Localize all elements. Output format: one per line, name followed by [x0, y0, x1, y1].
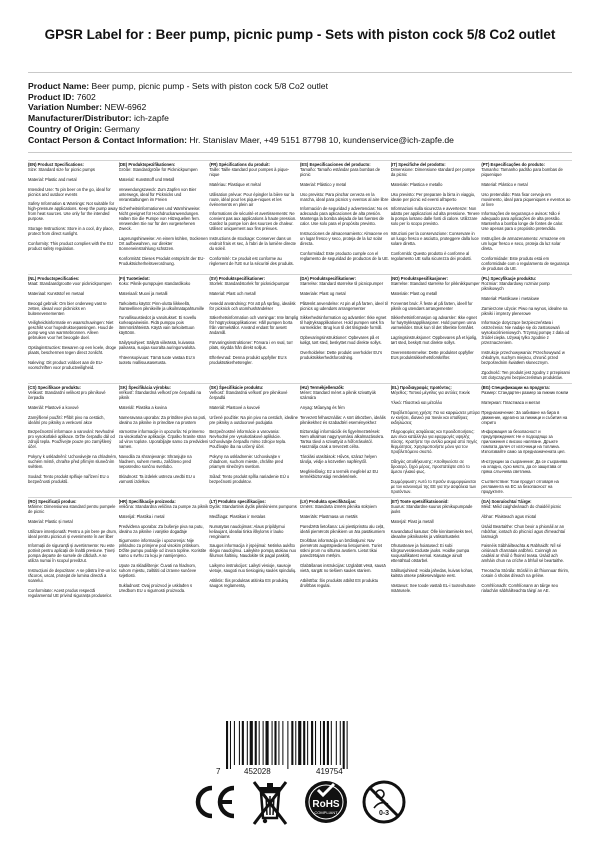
spec-paragraph: Zamierzone użycie: Piwo na wynos, idealne na pikniki i imprezy plenerowe — [481, 305, 568, 316]
spec-paragraph: Οδηγίες αποθήκευσης: Αποθηκεύστε σε δροσερό, ξηρό μέρος, προστατέψτε από το άμεσο ηλιακό φως. — [390, 459, 470, 475]
barcode-bar — [274, 721, 276, 765]
spec-paragraph: Lagringsinstruksjoner: Oppbevares på et kjølig, tørt sted, beskytt mot direkte sollys. — [390, 335, 478, 346]
spec-paragraph: Υλικό: Πλαστικό και μέταλλο — [390, 399, 443, 405]
barcode-bar — [295, 721, 296, 765]
spec-heading: (PT) Especificações do produto: — [481, 162, 545, 167]
spec-paragraph: Informazioni sulla sicurezza e avvertenze: Non adatto per applicazioni ad alta pressione. Tenere la pompa lontano dalle fonti di calore. Utilizzare solo per lo scopo previsto. — [390, 206, 480, 227]
spec-paragraph: Инструкции за съхранение: Да се съхранява на хладно, сухо място, да се защитава от пряка слънчева светлина. — [481, 459, 568, 475]
spec-heading: (HU) Termékjellemzők: — [300, 384, 345, 390]
spec-paragraph: Bezpečnostné informácie a varovania: Nevhodné pre vysokotlakové aplikácie. Uchovávajte čerpadlo mimo zdrojov tepla. Používajte iba na určený účel. — [209, 429, 287, 450]
barcode-bar — [327, 721, 329, 765]
spec-paragraph: Mărime: Dimensiunea standard pentru pompele de picnic — [28, 503, 116, 514]
spec-paragraph: Förvaringsinstruktioner: Förvara i en sval, torr plats, skydda från direkt solljus. — [209, 340, 293, 351]
spec-paragraph: Størrelse: Standard størrelse for pikknikkpumper — [390, 280, 480, 286]
spec-paragraph: Opbevaringsinstruktioner: Opbevares på et køligt, tørt sted, beskyttet mod direkte sollys. — [300, 335, 382, 346]
spec-paragraph: Предназначение: За забиване на бира в движение, идеално за пикници и събития на открито — [481, 409, 568, 425]
spec-paragraph: Lagerungshinweise: An einem kühlen, trockenen Ort aufbewahren, vor direkter Sonneneinstrahlung schützen. — [118, 236, 208, 252]
spec-paragraph: Paredzētā lietošana: Lai piestiprinātu alu ceļā, ideāli piemērots piknikiem un āra pasākumiem — [300, 523, 385, 534]
info-value: 7602 — [76, 91, 96, 102]
rohs-icon — [300, 774, 352, 830]
barcode-bar — [298, 721, 301, 765]
spec-heading: (IT) Specifiche del prodotto: — [390, 162, 446, 167]
spec-paragraph: Forventet bruk: Å feste øl på farten, ideell for piknik og utendørs arrangementer — [390, 300, 473, 311]
barcode-bar — [242, 721, 244, 765]
info-value: ich-zapfe — [134, 113, 169, 124]
spec-paragraph: Dydis: Standartinis dydis piknikinėms pompoms — [209, 503, 297, 509]
spec-cell — [119, 498, 210, 601]
spec-paragraph: Materiaali: Muovi ja metalli — [118, 290, 168, 296]
spec-paragraph: Säkerhetsinformation och varningar: Inte lämplig för högtrycksapplikationer. Håll pumpen borta från värmekällor. Använd endast för avsett ändamål. — [209, 315, 299, 336]
spec-paragraph: Istruzioni per la conservazione: Conservare in un luogo fresco e asciutto, proteggere dalla luce solare diretta. — [390, 231, 479, 247]
spec-paragraph: Tárolási utasítások: Hűvös, száraz helyen tárolja, védje a közvetlen napfénytől. — [300, 454, 377, 465]
spec-paragraph: Taille: Taille standard pour pompes à pique-nique — [209, 167, 290, 177]
spec-paragraph: Méid: Méid caighdeánach do chaidéil picnic — [481, 503, 562, 509]
spec-paragraph: Material: Plástico y metal — [300, 181, 347, 187]
spec-paragraph: Overholdelse: Dette produkt overholder EU's produktsikkerhedsforordning. — [300, 349, 383, 360]
spec-heading: (ES) Especificaciones del producto: — [300, 162, 371, 167]
barcode-bar — [278, 721, 279, 765]
spec-cell — [28, 384, 119, 497]
spec-paragraph: Saugos informacija ir įspėjimai: Netinka aukšto slėgio naudojimui. Laikykite pompą atokiau nuo šilumos šaltinių. Naudokite tik pagal paskirtį. — [209, 543, 297, 559]
spec-cell — [481, 498, 572, 601]
spec-paragraph: Velikost: Standardní velikost pro pikníkové čerpadla — [28, 389, 106, 400]
spec-paragraph: Instruções de armazenamento: Armazene em um lugar fresco e seco, proteja da luz solar direta. — [481, 236, 566, 252]
spec-paragraph: Izmērs: Standarta izmērs piknika sūkņiem — [300, 503, 377, 509]
spec-paragraph: Efterlevnad: Denna produkt uppfyller EU:s produktsäkerhetsregler. — [209, 354, 287, 365]
spec-paragraph: Materiale: Plast og metal — [300, 290, 346, 296]
info-label: Product Name: — [28, 81, 90, 91]
spec-paragraph: Instrucciones de almacenamiento: Almacene en un lugar fresco y seco, proteja de la luz solar directa. — [300, 231, 388, 247]
barcode-bar — [230, 721, 231, 769]
spec-paragraph: Navodila za shranjevanje: Shranjujte na hladnem, suhem mestu, zaščiteno pred neposredno sončno svetlobo. — [118, 454, 192, 470]
spec-paragraph: Treoracha Stórála: Stóráil in áit fhionnuar thirim, cosain ó sholas díreach na gréine. — [481, 568, 570, 579]
spec-cell — [391, 161, 482, 274]
spec-paragraph: Uso previsto: Para pinchar cerveza en la marcha, ideal para picnics y eventos al aire libre — [300, 191, 389, 202]
info-value: NEW-6962 — [104, 102, 147, 113]
spec-paragraph: Beoogd gebruik: Om bier onderweg vast te zetten, ideaal voor picknicks en buitenevenementen — [28, 300, 107, 316]
spec-paragraph: Συμμόρφωση: Αυτό το προϊόν συμμορφώνεται με τον κανονισμό της ΕΕ για την ασφάλεια των προϊόντων. — [390, 478, 477, 494]
spec-paragraph: Konformität: Dieses Produkt entspricht der EU-Produktsicherheitsverordnung. — [118, 255, 205, 266]
barcode-bar — [234, 721, 235, 765]
spec-cell — [209, 161, 300, 274]
spec-paragraph: Určené použitie: Na pin pivo na cestách, ideálne pre pikniky a outdoorové podujatia — [209, 414, 298, 425]
spec-paragraph: Instrukcje przechowywania: Przechowywać w chłodnym, suchym miejscu, chronić przed bezpośrednim światłem słonecznym. — [481, 350, 565, 366]
spec-paragraph: Materiāls: Plastmasa un metāls — [300, 513, 358, 519]
spec-paragraph: Materiaal: Kunststof en metaal — [28, 290, 84, 296]
spec-paragraph: Veličina: Standardna veličina za pumpe za piknik — [118, 503, 209, 509]
spec-paragraph: Säilitusjuhised: Hoida jahedas, kuivas kohas, kaitsta otsese päikesevalguse eest. — [390, 568, 474, 579]
spec-paragraph: Материал: Пластмаса и метал — [481, 399, 541, 405]
spec-cell — [209, 275, 300, 383]
spec-paragraph: Conformidade: Este produto está em conformidade com o regulamento de segurança de produtos da UE. — [481, 255, 570, 271]
spec-cell — [119, 275, 210, 383]
spec-row — [28, 274, 572, 383]
spec-paragraph: Veľkosť: Štandardná veľkosť pre piknikové čerpadlá — [209, 389, 288, 400]
spec-heading: (LT) Produkto specifikacijos: — [209, 498, 266, 504]
spec-paragraph: Material: Plástico e metal — [481, 181, 528, 187]
spec-paragraph: Intended Use: To pin beer on the go, ideal for picnics and outdoor events — [28, 186, 111, 197]
spec-heading: (ET) Toote spetsifikatsioonid: — [390, 498, 449, 504]
spec-paragraph: Informații de siguranță și avertismente: Nu este potrivit pentru aplicații de înaltă presiune. Țineți pompa departe de sursele de căldură. A se utiliza numai în scopul prevăzut. — [28, 543, 115, 564]
spec-paragraph: Laikymo instrukcijos: Laikyti vėsioje, sausoje vietoje, saugoti nuo tiesioginių saulės spindulių. — [209, 563, 297, 574]
barcode-bar — [323, 721, 325, 765]
barcode-bar — [320, 721, 321, 765]
spec-paragraph: Predviđena uporaba: Za bušenje piva na putu, idealno za piknike i vanjske događaje — [118, 523, 204, 534]
spec-cell — [28, 161, 119, 274]
spec-heading: (DE) Produktspezifikationen: — [118, 162, 176, 167]
spec-paragraph: Sikkerhetsinformasjon og advarsler: Ikke egnet for høytrykksapplikasjoner. Hold pumpen unna varmekilder. Bruk kun til det tiltenkte formålet. — [390, 315, 477, 331]
spec-paragraph: Storage Instructions: Store in a cool, dry place, protect from direct sunlight. — [28, 226, 114, 237]
info-row — [28, 113, 588, 124]
info-label: Contact Person & Contact Information: — [28, 134, 187, 145]
spec-paragraph: Sicherheitsinformationen und Warnhinweise: Nicht geeignet für Hochdruckanwendungen. Halten Sie die Pumpe von Hitzequellen fern. Verwenden Sie nur für den vorgesehenen Zweck. — [118, 206, 201, 232]
spec-paragraph: Προβλεπόμενη χρήση: Για να καρφώσετε μπύρα εν κινήσει, ιδανικό για πικνίκ και υπαίθριες εκδηλώσεις — [390, 409, 480, 425]
age-warning-icon — [358, 774, 410, 830]
spec-cell — [300, 161, 391, 274]
spec-paragraph: Varnostne informacije in opozorila: Ni primerno za visokotlačne aplikacije. Črpalko hranite stran od virov toplote. Uporabljajte samo za predvideni namen. — [118, 429, 209, 450]
spec-heading: (EN) Product Specifications: — [28, 162, 84, 167]
spec-heading: (LV) Produkta specifikācijas: — [300, 498, 357, 504]
spec-row — [28, 383, 572, 497]
spec-paragraph: Sikkerhedsinformation og advarsler: Ikke egnet til højtryksapplikationer. Hold pumpen væk fra varmekilder. Brug kun til det tilsigtede formål. — [300, 315, 387, 331]
spec-paragraph: Ábhar: Plaisteach agus miotal — [481, 513, 537, 519]
spec-paragraph: Materiał: Plastikowe i metalowe — [481, 295, 540, 301]
spec-heading: (EL) Προδιαγραφές προϊόντος: — [390, 384, 452, 390]
spec-cell — [481, 275, 572, 383]
spec-heading: (GA) Sonraíochtaí Táirge: — [481, 498, 532, 504]
spec-heading: (CS) Specifikace produktu: — [28, 384, 81, 390]
spec-paragraph: Naleving: Dit product voldoet aan de EU-voorschriften voor productveiligheid. — [28, 359, 104, 370]
spec-paragraph: Materjal: Plast ja metall — [390, 518, 434, 524]
spec-paragraph: Maat: Standaardgrootte voor picknickpompen — [28, 280, 112, 286]
spec-paragraph: Säilytysohjeet: Säilytä viileässä, kuivassa paikassa, suojaa suoralta auringonvalolta. — [118, 340, 196, 351]
spec-paragraph: Съответствие: Този продукт отговаря на регламента на ЕС за безопасност на продуктите. — [481, 478, 559, 494]
spec-heading: (PL) Specyfikacje produktu: — [481, 275, 537, 281]
spec-paragraph: Méret: Standard méret a piknik szivattyúk számára — [300, 389, 376, 400]
age-label: 0-3 — [378, 810, 390, 817]
spec-paragraph: Opslaginstructies: Bewaren op een koele, droge plaats, beschermen tegen direct zonlicht. — [28, 345, 117, 356]
spec-cell — [481, 161, 572, 274]
spec-paragraph: Koko: Piknik-pumppujen standardikoko — [118, 280, 191, 286]
spec-paragraph: Overensstemmelse: Dette produktet oppfyller EUs produktsikkerhetsforskrifter. — [390, 349, 474, 360]
spec-paragraph: Suurus: Standardne suurus piknikupumpade jaoks — [390, 503, 473, 514]
spec-paragraph: Nameravana uporaba: Za pritrditev piva na poti, idealno za piknike in prireditve na prostem — [118, 414, 207, 425]
barcode-bar — [291, 721, 293, 765]
barcode-lead-digit: 7 — [216, 767, 221, 776]
spec-paragraph: Πληροφορίες ασφάλειας και προειδοποιήσεις: Δεν είναι κατάλληλο για εφαρμογές υψηλής πίεσης. Κρατήστε την αντλία μακριά από πηγές θερμότητας. Χρησιμοποιήστε μόνο για τον προβλεπόμενο σκοπό. — [390, 429, 478, 455]
spec-paragraph: Yhteensopivuus: Tämä tuote vastaa EU:n tuotetu rvallisuusasetusta. — [118, 354, 196, 365]
spec-cell — [300, 275, 391, 383]
spec-paragraph: Tervezett felhasználás: A sört útközben, ideális piknikekhez és szabadtéri eseményekhez — [300, 414, 386, 425]
spec-row — [28, 497, 572, 601]
spec-paragraph: Tarkoitettu käyttö: Pinn-olutta liikkeellä, ihanteellinen piknikeille ja ulkoilmatapahtumille — [118, 300, 205, 311]
ce-mark-icon — [190, 774, 242, 830]
spec-paragraph: Informacje dotyczące bezpieczeństwa i ostrzeżenia: Nie nadaje się do zastosowań wysokociśnieniowych. Trzymaj pompę z dala od źródeł ciepła. Używaj tylko zgodnie z przeznaczeniem. — [481, 320, 570, 346]
barcode-bar — [315, 721, 316, 765]
spec-paragraph: Pokyny k uskladnění: Uchovávejte na chladném, suchém místě, chraňte před přímým slunečním světlem. — [28, 454, 118, 470]
spec-paragraph: Información de seguridad y advertencias: No es adecuado para aplicaciones de alta presión. Mantenga la bomba alejada de las fuentes de calor. Use solo para el propósito previsto. — [300, 206, 388, 227]
info-label: Manufacturer/Distributor: — [28, 113, 132, 124]
spec-paragraph: Atitiktis: Šis produktas atitinka ES produktų saugos reglamentą. — [209, 577, 289, 588]
spec-paragraph: Информация за безопасност и предупреждения: Не е подходящо за приложения с високо налягане. Дръжте помпата далеч от източници на топлина. Използвайте само за предназначената цел. — [481, 429, 566, 455]
spec-paragraph: Medžiaga: Plastikas ir metalas — [209, 513, 266, 519]
spec-heading: (FI) Tuotetiedot: — [118, 275, 150, 281]
info-value: Hr. Stanislav Maer, +49 5151 87798 10, kundenservice@ich-zapfe.de — [189, 134, 454, 145]
barcode-bar — [331, 721, 332, 765]
spec-paragraph: Materiál: Plastové a kovové — [28, 404, 79, 410]
spec-paragraph: Vastavus: See toode vastab EL-i tooteohutuse määrusele. — [390, 582, 476, 593]
spec-paragraph: Informações de segurança e avisos: Não é adequado para aplicações de alta pressão. Mantenha a bomba longe de fontes de calor. Use apenas para o propósito pretendido. — [481, 211, 564, 232]
spec-paragraph: Μέγεθος: Τυπικό μέγεθος για αντλίες πικνίκ — [390, 389, 470, 395]
spec-cell — [391, 384, 482, 497]
info-row — [28, 92, 588, 103]
spec-paragraph: Material: Plastic and metal — [28, 176, 77, 182]
barcode-bar — [307, 721, 308, 765]
spec-paragraph: Storlek: Standardstorlek för picknickpumpar — [209, 280, 290, 286]
spec-paragraph: Upute za skladištenje: Čuvati na hladnom, suhom mjestu, zaštititi od izravne sunčeve svjetlosti. — [118, 563, 197, 579]
spec-paragraph: Safety Information & Warnings: Not suitable for high-pressure applications. Keep the pump away from heat sources. Use only for the intended purpose. — [28, 201, 118, 222]
info-label: Variation Number: — [28, 102, 103, 113]
spec-paragraph: Verwendungszweck: Zum Zapfen von Bier unterwegs, ideal für Picknicks und Veranstaltungen im Freien — [118, 186, 197, 202]
info-divider — [28, 152, 572, 153]
spec-paragraph: Avsedd användning: För att på språng, idealisk för picknick och utomhushändelser — [209, 300, 296, 311]
spec-row — [28, 160, 572, 274]
spec-heading: (SV) Produktspecifikationer: — [209, 275, 266, 281]
barcode-bar — [255, 721, 257, 765]
info-value: Germany — [104, 123, 140, 134]
spec-paragraph: Dimensione: Dimensione standard per pompe da picnic — [390, 167, 475, 177]
info-label: Product ID: — [28, 91, 75, 102]
spec-cell — [300, 384, 391, 497]
specifications-grid — [28, 160, 572, 601]
spec-paragraph: Súlad: Tento produkt spĺňa nariadenie EÚ o bezpečnosti produktov. — [209, 473, 290, 484]
spec-cell — [481, 384, 572, 497]
spec-paragraph: Instrucțiuni de depozitare: A se păstra într-un loc răcoros, uscat, protejat de lumina directă a soarelui. — [28, 568, 117, 584]
rohs-label: RoHS — [312, 799, 340, 810]
spec-paragraph: Material: Plast och metall — [209, 290, 256, 296]
barcode-bar — [259, 721, 260, 765]
title-divider — [28, 72, 572, 73]
spec-paragraph: Utilisation prévue: Pour épingler la bière sur la route, idéal pour les pique-niques et les événements en plein air — [209, 191, 295, 207]
spec-paragraph: Atbilstība: Šis produkts atbilst ES produktu drošības regulai. — [300, 577, 379, 588]
spec-paragraph: Tamaño: Tamaño estándar para bombas de picnic — [300, 167, 381, 177]
spec-paragraph: Ohutusteave ja hoiatused: Ei sobi kõrgsurverakenduste jaoks. Hoidke pumpa soojusallikatest eemal. Kasutage ainult ettenähtud otstarbel. — [390, 543, 470, 564]
info-value: Beer pump, picnic pump - Sets with piston cock 5/8 Co2 outlet — [91, 81, 328, 91]
spec-paragraph: Conformidad: Este producto cumple con el reglamento de seguridad de productos de la UE. — [300, 250, 390, 261]
spec-cell — [119, 161, 210, 274]
spec-heading: (SK) Špecifikácie produktu: — [209, 384, 264, 390]
barcode-left-digits: 452028 — [244, 767, 271, 776]
spec-paragraph: Materijal: Plastika i metal — [118, 513, 165, 519]
spec-paragraph: Informations de sécurité et avertissements: Ne convient pas aux applications à haute pression. Gardez la pompe loin des sources de chaleur. Utilisez uniquement aux fins prévues. — [209, 211, 297, 232]
spec-paragraph: Größe: Standardgröße für Picknickpumpen — [118, 167, 198, 172]
barcode-bar — [263, 721, 264, 765]
spec-paragraph: Conformité: Ce produit est conforme au règlement de l'UE sur la sécurité des produits. — [209, 255, 294, 266]
spec-paragraph: Material: Plastic și metal — [28, 518, 73, 524]
spec-paragraph: Instructions de stockage: Conserver dans un endroit frais et sec, à l'abri de la lumière directe du soleil. — [209, 236, 296, 252]
spec-paragraph: Numatytas naudojimas: Alaus pripildymui keliaujant, idealiai tinka iškyloms ir lauko renginiams — [209, 523, 285, 539]
spec-paragraph: Sukladnost: Ovaj proizvod je usklađen s Uredbom EU o sigurnosti proizvoda. — [118, 582, 193, 593]
barcode-bar — [347, 721, 348, 769]
spec-cell — [209, 384, 300, 497]
spec-heading: (RO) Specificații produs: — [28, 498, 77, 504]
spec-paragraph: Matériau: Plastique et métal — [209, 181, 261, 187]
spec-paragraph: Materiál: Plastové a kovové — [209, 404, 260, 410]
spec-paragraph: Størrelse: Standard størrelse til picnicpumper — [300, 280, 384, 286]
spec-paragraph: Úsáid Beartaithe: Chun beoir a phionáil ar an mbóthar, iontach do phicnicí agus d'imeachtaí lasmuigh — [481, 523, 566, 539]
spec-paragraph: Uso pretendido: Para fixar cerveja em movimento, ideal para piqueniques e eventos ao ar livre — [481, 191, 571, 207]
spec-paragraph: Faisnéis Sábháilteachta & Rabhaidh: Níl sé oiriúnach d'iarratais ardbhrú. Coinnigh an caidéal ar shiúl ó fhoinsí teasa. Úsáid ach amháin chun na críche a bhfuil sé beartaithe. — [481, 543, 564, 564]
spec-paragraph: Biztonsági információk és figyelmeztetések: Nem alkalmas nagynyomású alkalmazásokra. Tartsa távol a szivattyút a hőforrásoktól. Használja csak a tervezett célra. — [300, 429, 385, 450]
spec-paragraph: Turvallisuustiedot ja varoitukset: Ei sovellu korkeapaineisiin. Pidä pumppu pois lämmönlähteistä. Käytä vain tarkoitettuun käyttöön. — [118, 315, 197, 336]
spec-heading: (DA) Produktspecifikationer: — [300, 275, 357, 281]
spec-paragraph: Bezpečnostní informace a varování: Nevhodné pro vysokotlaké aplikace. Držte čerpadlo dál od zdrojů tepla. Používejte pouze pro zamýšlený účel. — [28, 429, 115, 450]
spec-paragraph: Zamýšlené použití: Přibít pivo na cestách, ideální pro pikniky a venkovní akce — [28, 414, 105, 425]
spec-cell — [209, 498, 300, 601]
spec-paragraph: Veľkosť: Štandardná veľkosť pre čerpadlá na piknik — [118, 389, 202, 400]
spec-cell — [300, 498, 391, 601]
spec-paragraph: Pokyny na uskladnenie: Uchovávajte v chladnom, suchom mieste, chráňte pred priamym slnečným svetlom. — [209, 454, 283, 470]
spec-paragraph: Megfelelőség: Ez a termék megfelel az EU termékbiztonsági rendeletének. — [300, 468, 379, 479]
barcode-bar — [239, 721, 240, 765]
spec-paragraph: Size: Standard size for picnic pumps — [28, 167, 95, 172]
barcode-right-digits: 419754 — [316, 767, 343, 776]
ean-barcode — [210, 719, 390, 777]
spec-cell — [391, 275, 482, 383]
spec-paragraph: Materiale: Plastica e metallo — [390, 181, 443, 187]
spec-paragraph: Material: Kunststoff und Metall — [118, 176, 175, 182]
spec-paragraph: Zgodność: Ten produkt jest zgodny z przepisami UE dotyczącymi bezpieczeństwa produktów. — [481, 369, 570, 380]
info-row — [28, 102, 588, 113]
spec-paragraph: Tamanho: Tamanho padrão para bombas de piquenique — [481, 167, 563, 177]
barcode-bar — [282, 721, 283, 765]
barcode-bar — [226, 721, 228, 769]
spec-paragraph: Conformitate: Acest produs respectă regulamentul UE privind siguranța produselor. — [28, 587, 113, 598]
spec-paragraph: Uso previsto: Per preparare la birra in viaggio, ideale per picnic ed eventi all'aperto — [390, 191, 476, 202]
spec-heading: (NO) Produktspesifikasjoner: — [390, 275, 448, 281]
barcode-bar — [336, 721, 337, 765]
product-info — [28, 81, 588, 145]
spec-cell — [28, 275, 119, 383]
spec-heading: (BG) Спецификации на продукта: — [481, 384, 550, 390]
spec-paragraph: Размер: Стандартен размер за пикник помпи — [481, 389, 569, 395]
spec-heading: (NL) Productspecificaties: — [28, 275, 80, 281]
spec-paragraph: Conformità: Questo prodotto è conforme al regolamento UE sulla sicurezza dei prodotti. — [390, 250, 472, 261]
spec-paragraph: Glabāšanas instrukcijas: Uzglabāt vēsā, sausā vietā, sargāt no tiešiem saules stariem. — [300, 563, 386, 574]
spec-paragraph: Materiál: Plastika a kovina — [118, 404, 167, 410]
barcode-bar — [340, 721, 341, 765]
spec-paragraph: Comhlíonadh: Comhlíonann an táirge seo rialachán sábháilteachta táirgí an AE. — [481, 582, 559, 593]
spec-paragraph: Sigurnosne informacije i upozorenja: Nije prikladno za primjene pod visokim pritiskom. Držite pumpu podalje od izvora topline. Koristite samo u svrhu za koju je namijenjeno. — [118, 538, 207, 559]
info-row — [28, 81, 588, 92]
barcode-bar — [272, 721, 273, 765]
spec-cell — [28, 498, 119, 601]
weee-bin-icon — [248, 774, 292, 830]
info-row — [28, 135, 588, 146]
barcode-bar — [303, 721, 305, 765]
spec-paragraph: Rozmiar: Standardowy rozmiar pomp piknikowych — [481, 280, 550, 291]
spec-paragraph: Anyag: Műanyag és fém — [300, 404, 345, 410]
spec-paragraph: Materiale: Plast og metall — [390, 290, 438, 296]
spec-paragraph: Conformity: This product complies with the EU product safety regulation. — [28, 240, 113, 251]
spec-paragraph: Drošības informācija un brīdinājumi: Nav piemērots augstspiediena lietojumiem. Turiet sūkni prom no siltuma avotiem. Lietot tikai paredzētajam mērķim. — [300, 538, 382, 559]
spec-heading: (SK) Špecifikácia výrobku: — [118, 384, 171, 390]
barcode-bar — [343, 721, 345, 769]
spec-paragraph: Kavandatud kasutus: Õlle kinnitamiseks teel, ideaalne piknikuteks ja välisüritusteks — [390, 528, 473, 539]
rohs-sublabel: COMPLIANT — [314, 810, 338, 815]
barcode-bar — [287, 721, 288, 769]
barcode-bar — [247, 721, 248, 765]
spec-heading: (FR) Spécifications du produit: — [209, 162, 270, 167]
spec-paragraph: Soulad: Tento produkt splňuje nařízení EU o bezpečnosti produktů. — [28, 473, 109, 484]
spec-paragraph: Utilizare intenționată: Pentru a pin bere pe drum, ideal pentru picnicuri și evenimente în aer liber — [28, 528, 118, 539]
spec-paragraph: Påtænkt anvendelse: At pin øl på farten, ideel til picnics og udendørs arrangementer — [300, 300, 388, 311]
barcode-bar — [250, 721, 253, 765]
spec-heading: (HR) Specifikacije proizvoda: — [118, 498, 176, 504]
spec-cell — [391, 498, 482, 601]
spec-cell — [119, 384, 210, 497]
page-title: GPSR Label for : Beer pump, picnic pump - Sets with piston cock 5/8 Co2 outlet — [44, 27, 556, 42]
barcode-bar — [266, 721, 269, 765]
spec-paragraph: Skladnost: Ta izdelek ustreza uredbi EU o varnosti izdelkov. — [118, 473, 196, 484]
info-row — [28, 124, 588, 135]
spec-paragraph: Veiligheidsinformatie en waarschuwingen: Niet geschikt voor hogedruktoepassingen. Houd de pomp weg van warmtebronnen. Alleen gebruiken voor het beoogde doel. — [28, 320, 114, 341]
barcode-bar — [311, 721, 313, 765]
info-label: Country of Origin: — [28, 123, 102, 134]
